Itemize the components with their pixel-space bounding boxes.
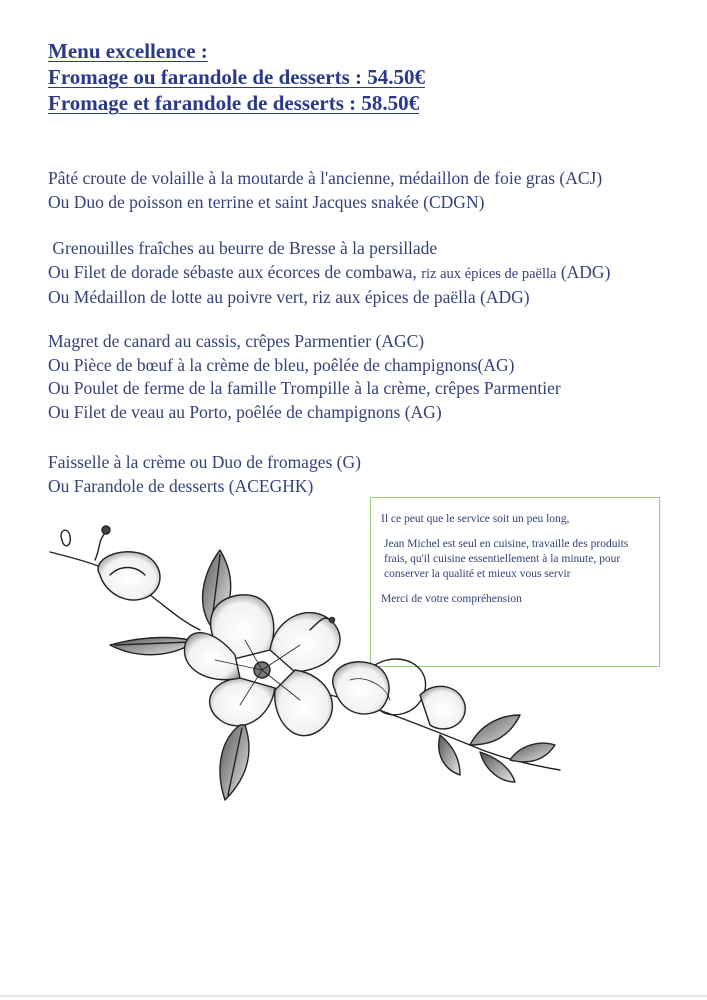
notice-paragraph: Jean Michel est seul en cuisine, travaille des produits frais, qu'il cuisine essentiellement à la minute, pour conserver la qualité et mieux vous servir (384, 538, 629, 580)
notice-paragraph: Merci de votre compréhension (381, 593, 522, 605)
dish-text: Pâté croute de volaille à la moutarde à l'ancienne, médaillon de foie gras (ACJ) (48, 168, 603, 188)
dish-text: Ou Pièce de bœuf à la crème de bleu, poêlée de champignons(AG) (48, 354, 515, 375)
course-starter (48, 167, 602, 214)
menu-line (48, 401, 561, 425)
menu-line (48, 167, 602, 191)
course-second (48, 237, 610, 310)
menu-title: Menu excellence : (48, 39, 208, 63)
dish-allergens: (ADG) (556, 261, 611, 282)
menu-line (48, 451, 361, 475)
course-main (48, 330, 561, 424)
menu-line (48, 286, 610, 310)
price-option-cheese-and-desserts: Fromage et farandole de desserts : 58.50€ (48, 91, 420, 115)
dish-text: Ou Filet de dorade sébaste aux écorces de combawa, (48, 261, 422, 282)
menu-line (48, 330, 561, 354)
dish-text: Ou Poulet de ferme de la famille Trompille à la crème, crêpes Parmentier (48, 378, 561, 398)
flower-drawing-icon (40, 520, 570, 820)
course-dessert (48, 451, 361, 498)
dish-text: Ou Médaillon de lotte au poivre vert, riz aux épices de paëlla (ADG) (48, 287, 530, 307)
dish-text: Ou Duo de poisson en terrine et saint Jacques snakée (CDGN) (48, 191, 485, 212)
dish-text: Ou Filet de veau au Porto, poêlée de champignons (AG) (48, 401, 442, 422)
menu-line (48, 191, 602, 215)
price-option-cheese-or-desserts: Fromage ou farandole de desserts : 54.50€ (48, 65, 425, 89)
menu-line (48, 261, 610, 287)
dish-text: Magret de canard au cassis, crêpes Parmentier (AGC) (48, 331, 425, 351)
dish-text: Grenouilles fraîches au beurre de Bresse à la persillade (48, 238, 438, 258)
menu-line (48, 475, 361, 499)
dish-text: Faisselle à la crème ou Duo de fromages (G) (48, 452, 361, 472)
page-edge (0, 995, 707, 997)
notice-paragraph: Il ce peut que le service soit un peu long, (381, 513, 570, 525)
menu-header (48, 38, 425, 116)
menu-line (48, 354, 561, 378)
menu-line (48, 237, 610, 261)
dish-text-small: riz aux épices de paëlla (421, 265, 557, 282)
menu-line (48, 377, 561, 401)
dish-text: Ou Farandole de desserts (ACEGHK) (48, 475, 314, 496)
